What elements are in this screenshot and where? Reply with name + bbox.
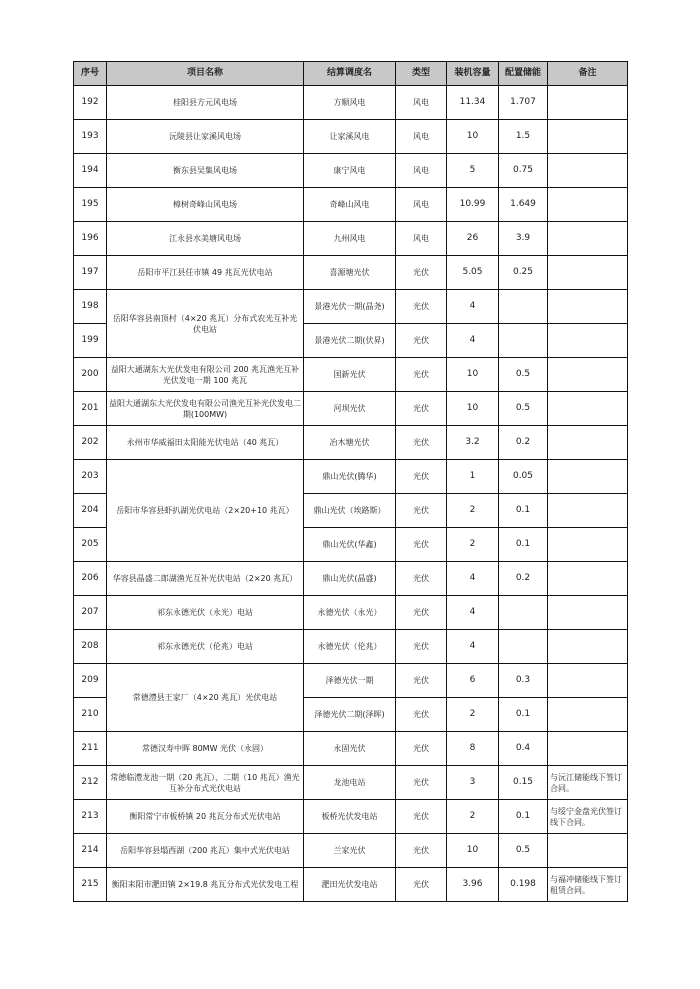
project-table <box>73 61 628 902</box>
cell-type: 光伏 <box>396 868 447 902</box>
cell-type: 光伏 <box>396 392 447 426</box>
header-row <box>74 62 628 86</box>
cell-note <box>548 256 628 290</box>
table-row <box>74 664 628 698</box>
cell-project-name: 华容县晶盛二郎湖渔光互补光伏电站（2×20 兆瓦） <box>107 562 304 596</box>
cell-capacity: 2 <box>447 698 499 732</box>
cell-capacity: 11.34 <box>447 86 499 120</box>
cell-capacity: 4 <box>447 290 499 324</box>
cell-project-name: 江永县水美塘风电场 <box>107 222 304 256</box>
cell-dispatch-name: 淝田光伏发电站 <box>304 868 396 902</box>
cell-type: 光伏 <box>396 358 447 392</box>
cell-note <box>548 664 628 698</box>
cell-type: 光伏 <box>396 732 447 766</box>
cell-note <box>548 120 628 154</box>
cell-note <box>548 86 628 120</box>
table-row <box>74 120 628 154</box>
cell-seq: 202 <box>74 426 107 460</box>
cell-project-name: 衡东县吴集风电场 <box>107 154 304 188</box>
cell-project-name: 永州市华威福田太阳能光伏电站（40 兆瓦） <box>107 426 304 460</box>
cell-storage: 1.5 <box>499 120 548 154</box>
cell-capacity: 4 <box>447 630 499 664</box>
cell-note <box>548 426 628 460</box>
cell-dispatch-name: 永固光伏 <box>304 732 396 766</box>
cell-type: 风电 <box>396 120 447 154</box>
cell-storage: 0.15 <box>499 766 548 800</box>
cell-capacity: 10 <box>447 392 499 426</box>
cell-capacity: 2 <box>447 800 499 834</box>
cell-note <box>548 222 628 256</box>
cell-note <box>548 358 628 392</box>
table-row <box>74 766 628 800</box>
cell-dispatch-name: 奇峰山风电 <box>304 188 396 222</box>
cell-storage <box>499 596 548 630</box>
cell-capacity: 10 <box>447 120 499 154</box>
cell-project-name: 岳阳市平江县任市镇 49 兆瓦光伏电站 <box>107 256 304 290</box>
cell-project-name: 沅陵县让家溪风电场 <box>107 120 304 154</box>
cell-project-name: 衡阳耒阳市淝田镇 2×19.8 兆瓦分布式光伏发电工程 <box>107 868 304 902</box>
cell-project-name: 岳阳市华容县虾扒湖光伏电站（2×20+10 兆瓦） <box>107 460 304 562</box>
cell-capacity: 10 <box>447 834 499 868</box>
cell-capacity: 10 <box>447 358 499 392</box>
cell-dispatch-name: 鼎山光伏(晶盛) <box>304 562 396 596</box>
cell-dispatch-name: 永德光伏（永光） <box>304 596 396 630</box>
cell-storage: 0.5 <box>499 834 548 868</box>
cell-seq: 206 <box>74 562 107 596</box>
cell-note: 与绥宁金盘光伏签订线下合同。 <box>548 800 628 834</box>
cell-seq: 198 <box>74 290 107 324</box>
cell-seq: 192 <box>74 86 107 120</box>
cell-storage: 0.3 <box>499 664 548 698</box>
cell-type: 光伏 <box>396 664 447 698</box>
cell-note <box>548 834 628 868</box>
table-row <box>74 154 628 188</box>
header-storage: 配置储能 <box>499 62 548 86</box>
cell-seq: 194 <box>74 154 107 188</box>
cell-seq: 199 <box>74 324 107 358</box>
cell-capacity: 6 <box>447 664 499 698</box>
cell-seq: 193 <box>74 120 107 154</box>
cell-seq: 213 <box>74 800 107 834</box>
cell-project-name: 祁东永德光伏（伦兆）电站 <box>107 630 304 664</box>
cell-dispatch-name: 冶木塘光伏 <box>304 426 396 460</box>
cell-project-name: 益阳大通湖东大光伏发电有限公司 200 兆瓦渔光互补光伏发电一期 100 兆瓦 <box>107 358 304 392</box>
cell-type: 风电 <box>396 222 447 256</box>
cell-note: 与沅江储能线下签订合同。 <box>548 766 628 800</box>
cell-capacity: 1 <box>447 460 499 494</box>
cell-type: 光伏 <box>396 494 447 528</box>
cell-storage: 0.25 <box>499 256 548 290</box>
table-row <box>74 256 628 290</box>
cell-type: 光伏 <box>396 698 447 732</box>
cell-seq: 200 <box>74 358 107 392</box>
cell-capacity: 5.05 <box>447 256 499 290</box>
cell-storage <box>499 290 548 324</box>
cell-type: 风电 <box>396 154 447 188</box>
cell-type: 光伏 <box>396 562 447 596</box>
cell-seq: 215 <box>74 868 107 902</box>
cell-seq: 195 <box>74 188 107 222</box>
cell-note <box>548 460 628 494</box>
cell-dispatch-name: 景港光伏二期(伏昇) <box>304 324 396 358</box>
cell-storage: 0.4 <box>499 732 548 766</box>
cell-dispatch-name: 方顺风电 <box>304 86 396 120</box>
table-row <box>74 732 628 766</box>
cell-capacity: 10.99 <box>447 188 499 222</box>
cell-dispatch-name: 让家溪风电 <box>304 120 396 154</box>
cell-note <box>548 494 628 528</box>
cell-seq: 204 <box>74 494 107 528</box>
cell-storage: 0.1 <box>499 800 548 834</box>
table-row <box>74 290 628 324</box>
cell-project-name: 常德临澧龙池一期（20 兆瓦）、二期（10 兆瓦）渔光互补分布式光伏电站 <box>107 766 304 800</box>
cell-capacity: 4 <box>447 562 499 596</box>
cell-note <box>548 528 628 562</box>
cell-project-name: 益阳大通湖东大光伏发电有限公司渔光互补光伏发电二期(100MW) <box>107 392 304 426</box>
cell-capacity: 3.2 <box>447 426 499 460</box>
header-dispatch-name: 结算调度名 <box>304 62 396 86</box>
cell-type: 光伏 <box>396 528 447 562</box>
cell-dispatch-name: 景港光伏一期(晶尧) <box>304 290 396 324</box>
cell-type: 光伏 <box>396 426 447 460</box>
cell-dispatch-name: 兰家光伏 <box>304 834 396 868</box>
table-row <box>74 188 628 222</box>
cell-note <box>548 188 628 222</box>
table-row <box>74 630 628 664</box>
header-project-name: 项目名称 <box>107 62 304 86</box>
cell-storage: 1.707 <box>499 86 548 120</box>
cell-dispatch-name: 河坝光伏 <box>304 392 396 426</box>
cell-type: 光伏 <box>396 596 447 630</box>
cell-note <box>548 154 628 188</box>
cell-project-name: 樟树奇峰山风电场 <box>107 188 304 222</box>
cell-seq: 197 <box>74 256 107 290</box>
cell-type: 光伏 <box>396 256 447 290</box>
cell-storage: 0.1 <box>499 698 548 732</box>
cell-dispatch-name: 鼎山光伏(腾华) <box>304 460 396 494</box>
header-seq: 序号 <box>74 62 107 86</box>
cell-type: 风电 <box>396 86 447 120</box>
table-row <box>74 426 628 460</box>
cell-capacity: 2 <box>447 494 499 528</box>
cell-type: 光伏 <box>396 766 447 800</box>
table-row <box>74 800 628 834</box>
cell-storage: 0.5 <box>499 358 548 392</box>
cell-note <box>548 732 628 766</box>
cell-seq: 210 <box>74 698 107 732</box>
cell-dispatch-name: 龙池电站 <box>304 766 396 800</box>
cell-note <box>548 324 628 358</box>
cell-storage: 3.9 <box>499 222 548 256</box>
header-capacity: 装机容量 <box>447 62 499 86</box>
cell-type: 光伏 <box>396 800 447 834</box>
cell-dispatch-name: 喜源塘光伏 <box>304 256 396 290</box>
cell-capacity: 4 <box>447 596 499 630</box>
cell-dispatch-name: 泽德光伏一期 <box>304 664 396 698</box>
cell-note <box>548 562 628 596</box>
cell-seq: 212 <box>74 766 107 800</box>
cell-dispatch-name: 鼎山光伏(华鑫) <box>304 528 396 562</box>
cell-dispatch-name: 九州风电 <box>304 222 396 256</box>
header-type: 类型 <box>396 62 447 86</box>
cell-type: 光伏 <box>396 460 447 494</box>
cell-storage: 1.649 <box>499 188 548 222</box>
cell-capacity: 8 <box>447 732 499 766</box>
cell-dispatch-name: 永德光伏（伦兆） <box>304 630 396 664</box>
table-row <box>74 596 628 630</box>
cell-storage: 0.2 <box>499 426 548 460</box>
table-row <box>74 358 628 392</box>
table-row <box>74 86 628 120</box>
table-row <box>74 222 628 256</box>
cell-type: 光伏 <box>396 324 447 358</box>
cell-project-name: 岳阳华容县塌西湖（200 兆瓦）集中式光伏电站 <box>107 834 304 868</box>
cell-seq: 203 <box>74 460 107 494</box>
cell-note <box>548 290 628 324</box>
cell-storage: 0.198 <box>499 868 548 902</box>
cell-type: 光伏 <box>396 630 447 664</box>
cell-project-name: 桂阳县方元风电场 <box>107 86 304 120</box>
cell-project-name: 衡阳常宁市板桥镇 20 兆瓦分布式光伏电站 <box>107 800 304 834</box>
header-note: 备注 <box>548 62 628 86</box>
cell-seq: 209 <box>74 664 107 698</box>
cell-seq: 201 <box>74 392 107 426</box>
cell-storage <box>499 324 548 358</box>
cell-storage: 0.75 <box>499 154 548 188</box>
cell-capacity: 3.96 <box>447 868 499 902</box>
cell-storage: 0.1 <box>499 528 548 562</box>
cell-note: 与福冲储能线下签订租赁合同。 <box>548 868 628 902</box>
cell-note <box>548 630 628 664</box>
cell-dispatch-name: 国新光伏 <box>304 358 396 392</box>
cell-capacity: 2 <box>447 528 499 562</box>
cell-storage <box>499 630 548 664</box>
cell-project-name: 常德澧县王家厂（4×20 兆瓦）光伏电站 <box>107 664 304 732</box>
cell-capacity: 5 <box>447 154 499 188</box>
cell-project-name: 常德汉寿中晖 80MW 光伏（永固） <box>107 732 304 766</box>
cell-seq: 214 <box>74 834 107 868</box>
table-row <box>74 460 628 494</box>
cell-dispatch-name: 鼎山光伏（埃路斯） <box>304 494 396 528</box>
cell-seq: 205 <box>74 528 107 562</box>
cell-type: 风电 <box>396 188 447 222</box>
table-row <box>74 392 628 426</box>
cell-storage: 0.5 <box>499 392 548 426</box>
cell-seq: 207 <box>74 596 107 630</box>
cell-seq: 196 <box>74 222 107 256</box>
cell-note <box>548 392 628 426</box>
cell-storage: 0.2 <box>499 562 548 596</box>
cell-dispatch-name: 康宁风电 <box>304 154 396 188</box>
cell-project-name: 岳阳华容县南顶村（4×20 兆瓦）分布式农光互补光伏电站 <box>107 290 304 358</box>
cell-type: 光伏 <box>396 834 447 868</box>
cell-seq: 211 <box>74 732 107 766</box>
cell-seq: 208 <box>74 630 107 664</box>
cell-capacity: 3 <box>447 766 499 800</box>
cell-dispatch-name: 泽德光伏二期(泽晖) <box>304 698 396 732</box>
cell-note <box>548 596 628 630</box>
cell-storage: 0.1 <box>499 494 548 528</box>
cell-dispatch-name: 板桥光伏发电站 <box>304 800 396 834</box>
cell-type: 光伏 <box>396 290 447 324</box>
cell-storage: 0.05 <box>499 460 548 494</box>
table-row <box>74 868 628 902</box>
cell-note <box>548 698 628 732</box>
table-row <box>74 834 628 868</box>
cell-capacity: 26 <box>447 222 499 256</box>
cell-capacity: 4 <box>447 324 499 358</box>
cell-project-name: 祁东永德光伏（永光）电站 <box>107 596 304 630</box>
table-row <box>74 562 628 596</box>
